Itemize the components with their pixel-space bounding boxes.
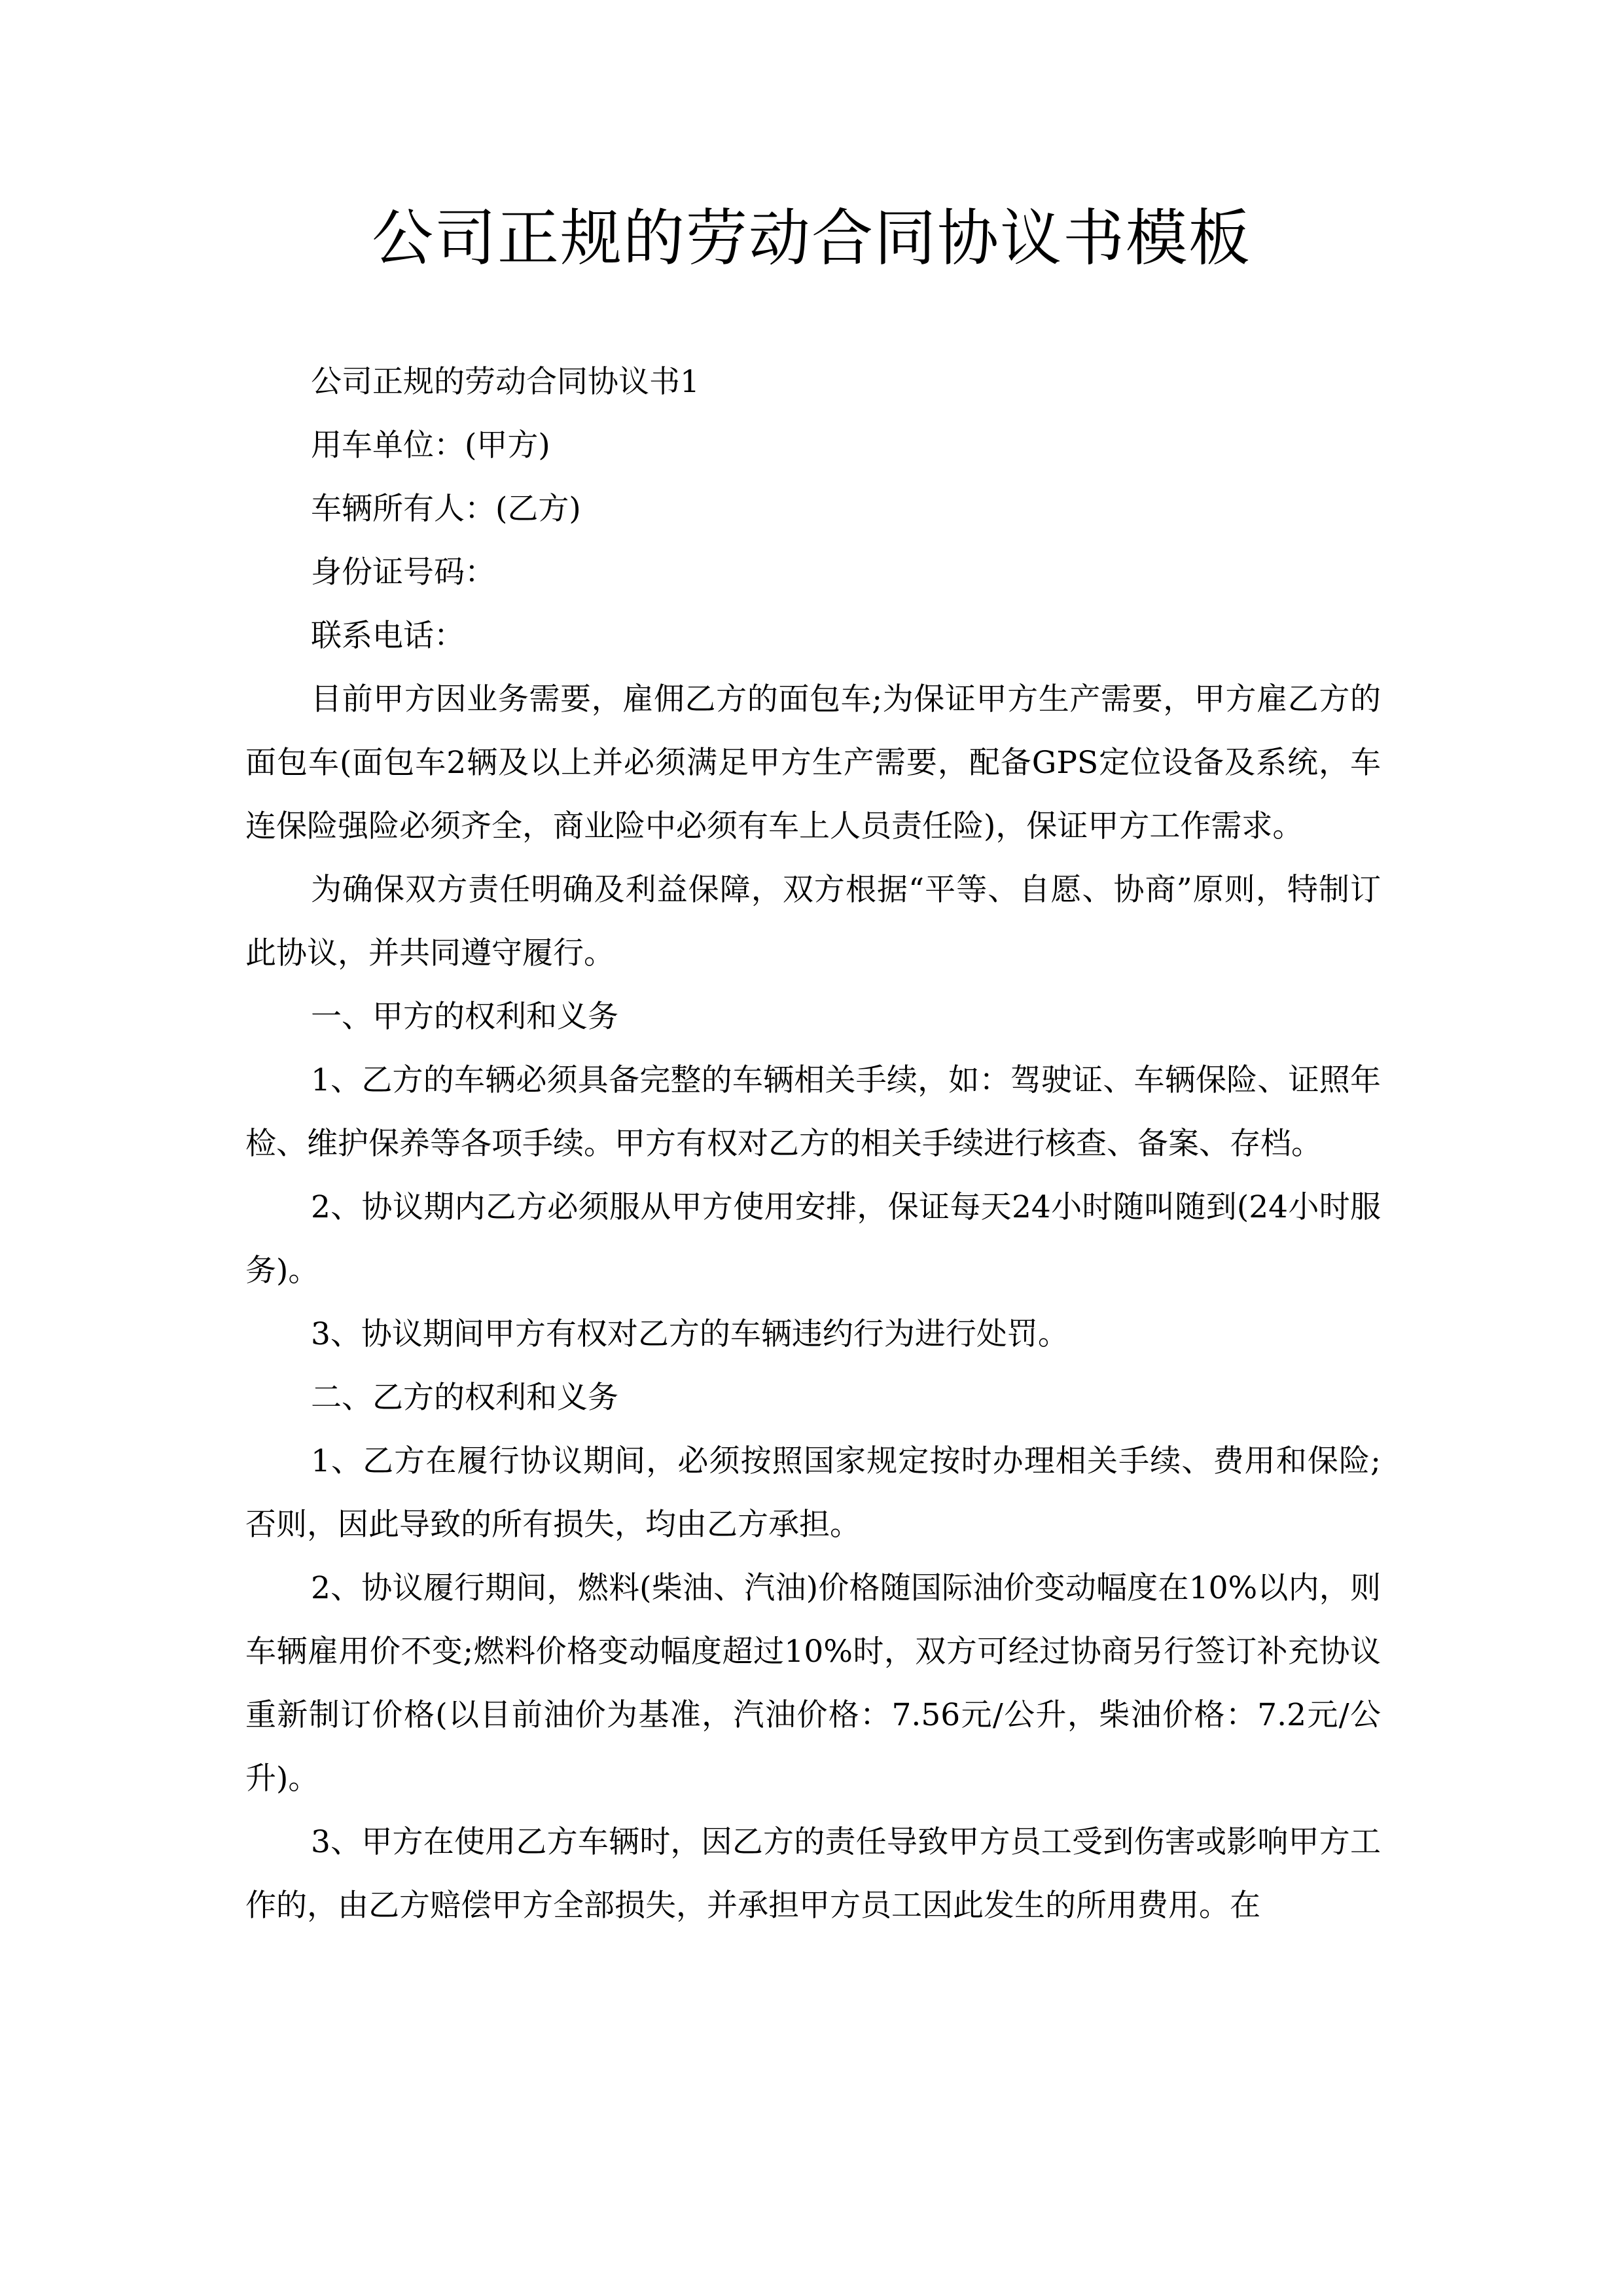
principle-paragraph: 为确保双方责任明确及利益保障，双方根据“平等、自愿、协商”原则，特制订此协议，并共同遵守履行。 xyxy=(245,872,1381,971)
party-b-field: 车辆所有人：(乙方) xyxy=(311,491,581,527)
clause-a-3: 3、协议期间甲方有权对乙方的车辆违约行为进行处罚。 xyxy=(311,1316,1069,1352)
clause-a-2: 2、协议期内乙方必须服从甲方使用安排，保证每天24小时随叫随到(24小时服务)。 xyxy=(245,1189,1381,1289)
party-a-field: 用车单位：(甲方) xyxy=(311,427,550,463)
clause-b-3: 3、甲方在使用乙方车辆时，因乙方的责任导致甲方员工受到伤害或影响甲方工作的，由乙方赔偿甲方全部损失，并承担甲方员工因此发生的所用费用。在 xyxy=(245,1824,1381,1924)
agreement-subtitle: 公司正规的劳动合同协议书1 xyxy=(311,364,700,400)
clause-b-2: 2、协议履行期间，燃料(柴油、汽油)价格随国际油价变动幅度在10%以内，则车辆雇用价不变;燃料价格变动幅度超过10%时，双方可经过协商另行签订补充协议重新制订价格(以目前油价为基准，汽油价格：7.56元/公升，柴油价格：7.2元/公升)。 xyxy=(245,1570,1381,1797)
clause-a-1: 1、乙方的车辆必须具备完整的车辆相关手续，如：驾驶证、车辆保险、证照年检、维护保养等各项手续。甲方有权对乙方的相关手续进行核查、备案、存档。 xyxy=(245,1062,1381,1162)
section-heading-party-b: 二、乙方的权利和义务 xyxy=(311,1380,618,1416)
section-heading-party-a: 一、甲方的权利和义务 xyxy=(311,999,618,1035)
clause-b-1: 1、乙方在履行协议期间，必须按照国家规定按时办理相关手续、费用和保险;否则，因此导致的所有损失，均由乙方承担。 xyxy=(245,1443,1381,1543)
background-paragraph: 目前甲方因业务需要，雇佣乙方的面包车;为保证甲方生产需要，甲方雇乙方的面包车(面包车2辆及以上并必须满足甲方生产需要，配备GPS定位设备及系统，车连保险强险必须齐全，商业险中必须有车上人员责任险)，保证甲方工作需求。 xyxy=(245,681,1381,844)
document-body xyxy=(245,350,1381,1937)
id-number-field: 身份证号码： xyxy=(311,554,495,590)
phone-field: 联系电话： xyxy=(311,618,465,654)
document-title: 公司正规的劳动合同协议书模板 xyxy=(371,203,1251,274)
